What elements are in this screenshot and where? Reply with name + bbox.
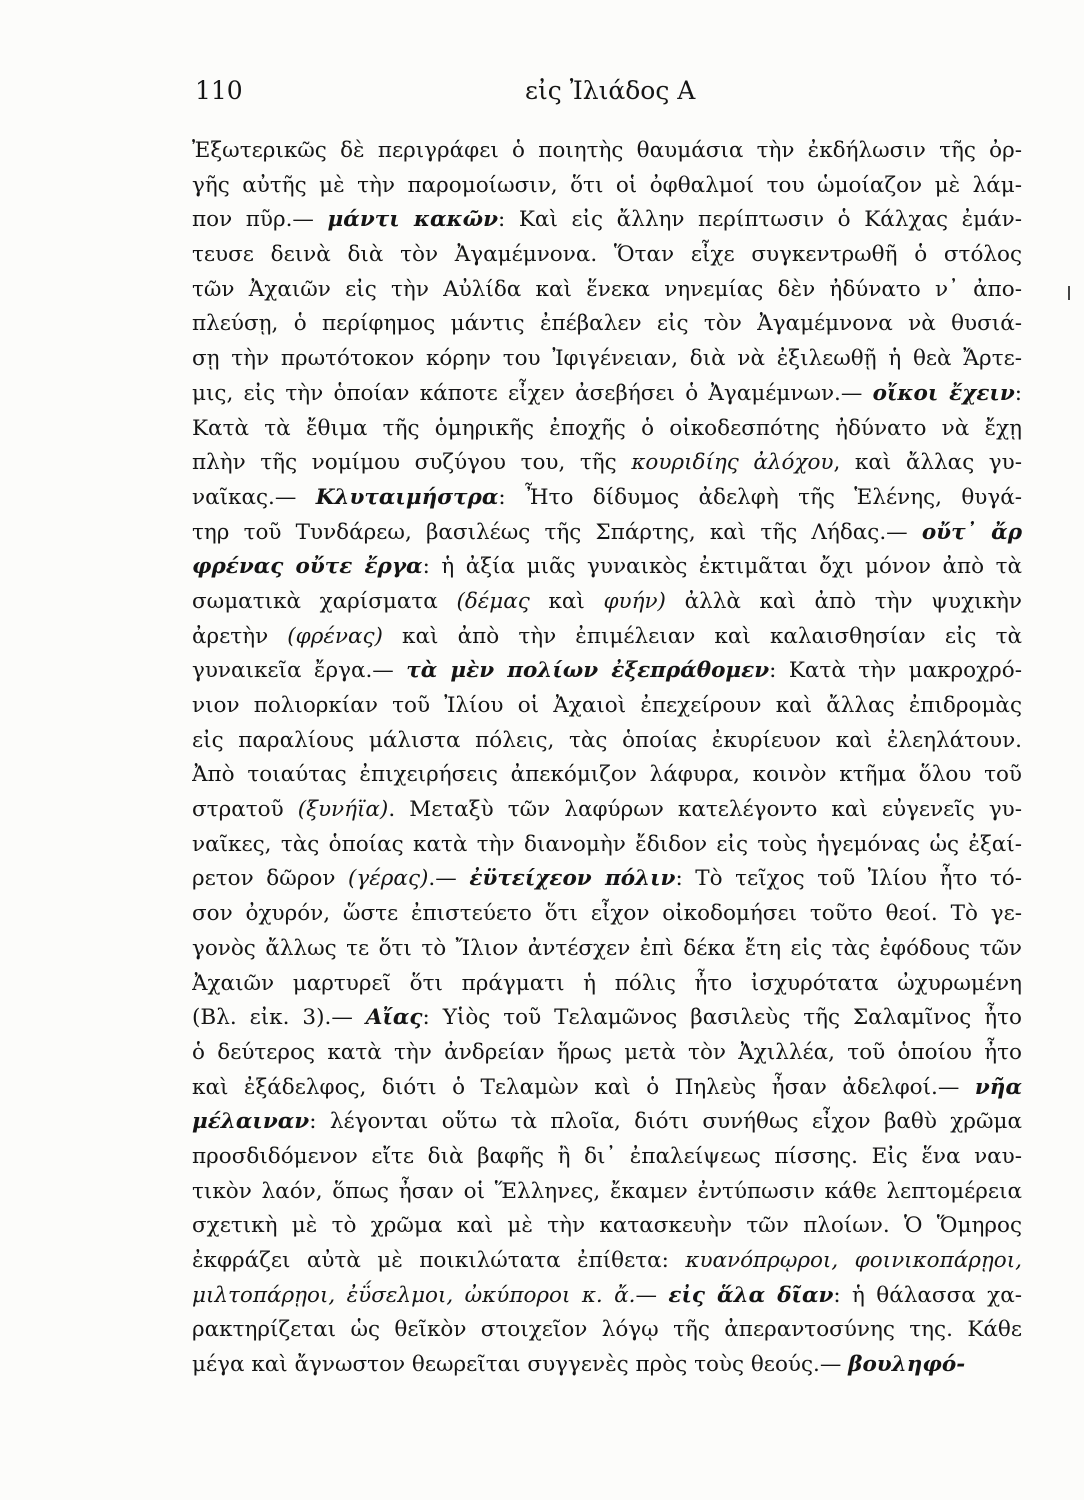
text-line (192, 828, 1022, 863)
text-run: Κατὰ τὰ ἔθιμα τῆς ὁμηρικῆς ἐποχῆς ὁ οἰκοδεσπότης ἠδύνατο νὰ ἔχῃ (192, 415, 1022, 441)
text-run: γονὸς ἄλλως τε ὅτι τὸ Ἴλιον ἀντέσχεν ἐπὶ δέκα ἔτη εἰς τὰς ἐφόδους τῶν (192, 935, 1022, 961)
text-run: σχετικὴ μὲ τὸ χρῶμα καὶ μὲ τὴν κατασκευὴν τῶν πλοίων. Ὁ Ὅμηρος (192, 1213, 1022, 1239)
text-run: : Καὶ εἰς ἄλλην περίπτωσιν ὁ Κάλχας ἐμάν- (498, 207, 1022, 233)
text-run: σῃ τὴν πρωτότοκον κόρην του Ἰφιγένειαν, διὰ νὰ ἐξιλεωθῇ ἡ θεὰ Ἄρτε- (192, 346, 1022, 372)
text-run: .— (428, 866, 470, 892)
italic-quote: (δέμας (456, 588, 530, 614)
lemma-term: εἰς ἅλα δῖαν (668, 1282, 834, 1308)
text-line (192, 1175, 1022, 1210)
text-line (192, 1071, 1022, 1106)
text-run: ἀλλὰ καὶ ἀπὸ τὴν ψυχικὴν (665, 588, 1022, 614)
lemma-term: οὔτ᾽ ἄρ (921, 519, 1022, 545)
text-line (192, 134, 1022, 169)
text-run: : Υἱὸς τοῦ Τελαμῶνος βασιλεὺς τῆς Σαλαμῖνος ἦτο (422, 1005, 1022, 1031)
text-run: πλεύσῃ, ὁ περίφημος μάντις ἐπέβαλεν εἰς τὸν Ἀγαμέμνονα νὰ θυσιά- (192, 311, 1022, 337)
text-run: ναῖκες, τὰς ὁποίας κατὰ τὴν διανομὴν ἔδιδον εἰς τοὺς ἡγεμόνας ὡς ἐξαί- (192, 831, 1022, 857)
text-line (192, 273, 1022, 308)
text-run: — (635, 1282, 669, 1308)
text-run: : Κατὰ τὴν μακροχρό- (769, 658, 1022, 684)
text-run: καὶ ἐξάδελφος, διότι ὁ Τελαμὼν καὶ ὁ Πηλεὺς ἦσαν ἀδελφοί.— (192, 1074, 975, 1100)
text-run: νιον πολιορκίαν τοῦ Ἰλίου οἱ Ἀχαιοὶ ἐπεχείρουν καὶ ἄλλας ἐπιδρομὰς (192, 693, 1022, 718)
lemma-term: φρένας οὔτε ἔργα (192, 554, 423, 580)
text-line (192, 481, 1022, 516)
running-title: εἰς Ἰλιάδος Α (525, 76, 696, 105)
text-line (192, 446, 1022, 481)
text-run: καὶ ἀπὸ τὴν ἐπιμέλειαν καὶ καλαισθησίαν εἰς τὰ (382, 623, 1022, 649)
text-line (192, 758, 1022, 793)
commentary-text (192, 134, 1022, 1383)
italic-quote: (φρένας) (287, 623, 383, 649)
text-run: (Βλ. εἰκ. 3).— (192, 1005, 366, 1031)
text-line (192, 689, 1022, 724)
text-run: : Τὸ τεῖχος τοῦ Ἰλίου ἦτο τό- (675, 866, 1022, 892)
text-run: γῆς αὐτῆς μὲ τὴν παρομοίωσιν, ὅτι οἱ ὀφθαλμοί του ὡμοίαζον μὲ λάμ- (192, 172, 1022, 198)
text-run: σωματικὰ χαρίσματα (192, 588, 457, 614)
text-line (192, 585, 1022, 620)
text-line (192, 238, 1022, 273)
text-run: τηρ τοῦ Τυνδάρεω, βασιλέως τῆς Σπάρτης, καὶ τῆς Λήδας.— (192, 519, 922, 545)
text-line (192, 342, 1022, 377)
text-line (192, 862, 1022, 897)
text-line (192, 967, 1022, 1002)
text-line (192, 307, 1022, 342)
text-run: προσδιδόμενον εἴτε διὰ βαφῆς ἢ δι᾽ ἐπαλείψεως πίσσης. Εἰς ἕνα ναυ- (192, 1143, 1022, 1169)
text-line (192, 1279, 1022, 1314)
text-line (192, 1036, 1022, 1071)
page-edge-mark (1068, 286, 1070, 300)
text-run: ὁ δεύτερος κατὰ τὴν ἀνδρείαν ἥρως μετὰ τὸν Ἀχιλλέα, τοῦ ὁποίου ἦτο (192, 1039, 1022, 1065)
text-run: : ἡ θάλασσα χα- (833, 1282, 1022, 1308)
text-run: , καὶ ἄλλας γυ- (833, 450, 1022, 476)
text-line (192, 724, 1022, 759)
text-run: Ἀπὸ τοιαύτας ἐπιχειρήσεις ἀπεκόμιζον λάφυρα, κοινὸν κτῆμα ὅλου τοῦ (192, 762, 1022, 788)
text-run: τευσε δεινὰ διὰ τὸν Ἀγαμέμνονα. Ὅταν εἶχε συγκεντρωθῆ ὁ στόλος (192, 242, 1022, 268)
text-run: ρακτηρίζεται ὡς θεῖκὸν στοιχεῖον λόγῳ τῆς ἀπεραντοσύνης της. Κάθε (192, 1317, 1022, 1343)
text-run: : λέγονται οὕτω τὰ πλοῖα, διότι συνήθως εἶχον βαθὺ χρῶμα (309, 1109, 1022, 1135)
text-line (192, 1209, 1022, 1244)
text-run: σον ὀχυρόν, ὥστε ἐπιστεύετο ὅτι εἶχον οἰκοδομήσει τοῦτο θεοί. Τὸ γε- (192, 901, 1022, 927)
lemma-term: οἴκοι ἔχειν (872, 380, 1015, 406)
text-line (192, 1348, 1022, 1383)
text-line (192, 169, 1022, 204)
text-run: ἀρετὴν (192, 623, 288, 649)
italic-quote: κουριδίης ἀλόχου (631, 450, 834, 476)
italic-quote: (γέρας) (348, 866, 429, 892)
text-line (192, 516, 1022, 551)
text-run: γυναικεῖα ἔργα.— (192, 658, 407, 684)
italic-quote: μιλτοπάρῃοι, ἐΰσελμοι, ὠκύποροι κ. ἄ. (192, 1282, 636, 1308)
text-run: ἐκφράζει αὐτὰ μὲ ποικιλώτατα ἐπίθετα: (192, 1248, 686, 1273)
text-run: μέγα καὶ ἄγνωστον θεωρεῖται συγγενὲς πρὸς τοὺς θεούς.— (192, 1352, 849, 1378)
text-line (192, 654, 1022, 689)
lemma-term: ἐϋτείχεον πόλιν (469, 866, 676, 892)
lemma-term: νῆα (974, 1074, 1022, 1100)
text-run: πον πῦρ.— (192, 207, 328, 233)
text-run: : Ἦτο δίδυμος ἀδελφὴ τῆς Ἑλένης, θυγά- (498, 484, 1022, 510)
text-line (192, 620, 1022, 655)
text-line (192, 1313, 1022, 1348)
text-run: στρατοῦ (192, 797, 298, 823)
text-run: μις, εἰς τὴν ὁποίαν κάποτε εἶχεν ἀσεβήσει ὁ Ἀγαμέμνων.— (192, 380, 873, 406)
text-run: : (1014, 380, 1022, 406)
text-run: τικὸν λαόν, ὅπως ἦσαν οἱ Ἕλληνες, ἔκαμεν ἐντύπωσιν κάθε λεπτομέρεια (192, 1178, 1022, 1204)
lemma-term: μέλαιναν (192, 1109, 310, 1135)
lemma-term: Κλυταιμήστρα (315, 484, 499, 510)
text-line (192, 412, 1022, 447)
text-run: τῶν Ἀχαιῶν εἰς τὴν Αὐλίδα καὶ ἕνεκα νηνεμίας δὲν ἠδύνατο ν᾽ ἀπο- (192, 276, 1022, 302)
text-line (192, 1001, 1022, 1036)
text-run: πλὴν τῆς νομίμου συζύγου του, τῆς (192, 450, 632, 476)
text-line (192, 897, 1022, 932)
text-line (192, 932, 1022, 967)
text-line (192, 377, 1022, 412)
italic-quote: κυανόπρῳροι, φοινικοπάρῃοι, (685, 1248, 1022, 1273)
text-line (192, 550, 1022, 585)
page-header (195, 76, 1025, 116)
lemma-term: μάντι κακῶν (327, 207, 499, 233)
text-line (192, 1244, 1022, 1279)
text-run: εἰς παραλίους μάλιστα πόλεις, τὰς ὁποίας ἐκυρίευον καὶ ἐλεηλάτουν. (192, 727, 1022, 753)
text-line (192, 793, 1022, 828)
text-run: Ἐξωτερικῶς δὲ περιγράφει ὁ ποιητὴς θαυμάσια τὴν ἐκδήλωσιν τῆς ὀρ- (192, 138, 1022, 163)
italic-quote: (ξυνήϊα) (297, 797, 389, 823)
lemma-term: τὰ μὲν πολίων ἐξεπράθομεν (406, 658, 770, 684)
page-number: 110 (195, 76, 243, 105)
text-run: ρετον δῶρον (192, 866, 349, 892)
text-line (192, 203, 1022, 238)
text-line (192, 1105, 1022, 1140)
text-run: . Μεταξὺ τῶν λαφύρων κατελέγοντο καὶ εὐγενεῖς γυ- (388, 797, 1022, 823)
text-run: καὶ (529, 588, 604, 614)
text-run: ναῖκας.— (192, 484, 316, 510)
lemma-term: βουληφό- (848, 1352, 966, 1378)
text-run: Ἀχαιῶν μαρτυρεῖ ὅτι πράγματι ἡ πόλις ἦτο ἰσχυρότατα ὠχυρωμένη (192, 970, 1022, 996)
italic-quote: φυήν) (603, 588, 666, 614)
lemma-term: Αἴας (365, 1005, 423, 1031)
text-run: : ἡ ἀξία μιᾶς γυναικὸς ἐκτιμᾶται ὄχι μόνον ἀπὸ τὰ (422, 554, 1022, 580)
text-line (192, 1140, 1022, 1175)
